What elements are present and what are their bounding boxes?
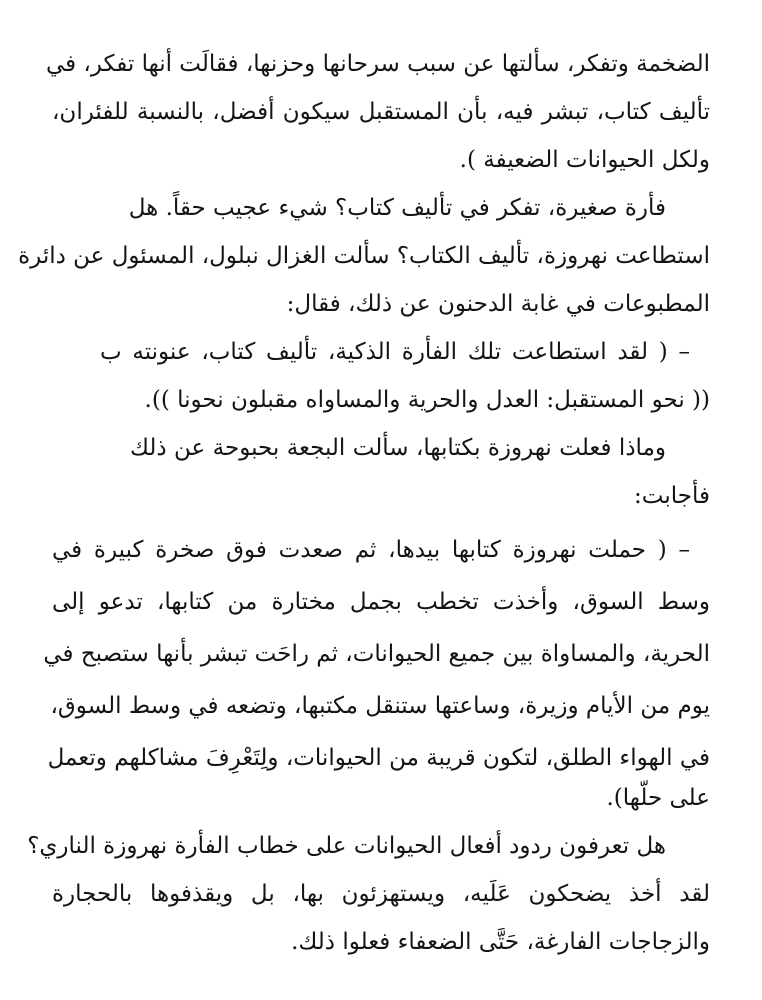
text-line-15: في الهواء الطلق، لتكون قريبة من الحيوانات، ولِتَعْرِفَ مشاكلهم وتعمل <box>47 745 710 771</box>
text-line-18: لقد أخذ يضحكون عَلَيه، ويستهزئون بها، بل ويقذفوها بالحجارة <box>52 881 710 907</box>
text-line-6: المطبوعات في غابة الدحنون عن ذلك، فقال: <box>286 291 710 317</box>
text-line-8: (( نحو المستقبل: العدل والحرية والمساواه مقبلون نحونا )). <box>144 387 710 413</box>
text-line-12: وسط السوق، وأخذت تخطب بجمل مختارة من كتابها، تدعو إلى <box>52 589 710 615</box>
text-line-11: – ( حملت نهروزة كتابها بيدها، ثم صعدت فوق صخرة كبيرة في <box>52 537 690 563</box>
text-line-7: – ( لقد استطاعت تلك الفأرة الذكية، تأليف كتاب، عنونته ب <box>100 339 690 365</box>
text-line-19: والزجاجات الفارغة، حَتَّى الضعفاء فعلوا ذلك. <box>291 929 710 955</box>
text-line-16: على حلّها). <box>606 785 710 811</box>
text-line-5: استطاعت نهروزة، تأليف الكتاب؟ سألت الغزال نبلول، المسئول عن دائرة <box>18 243 710 269</box>
text-line-9: وماذا فعلت نهروزة بكتابها، سألت البجعة بحبوحة عن ذلك <box>130 435 666 461</box>
text-line-13: الحرية، والمساواة بين جميع الحيوانات، ثم راحَت تبشر بأنها ستصبح في <box>43 641 710 667</box>
text-line-14: يوم من الأيام وزيرة، وساعتها ستنقل مكتبها، وتضعه في وسط السوق، <box>50 693 710 719</box>
text-line-17: هل تعرفون ردود أفعال الحيوانات على خطاب الفأرة نهروزة الناري؟ <box>27 833 666 859</box>
text-line-1: الضخمة وتفكر، سألتها عن سبب سرحانها وحزنها، فقالَت أنها تفكر، في <box>45 51 710 77</box>
text-line-4: فأرة صغيرة، تفكر في تأليف كتاب؟ شيء عجيب حقاً. هل <box>128 195 666 221</box>
text-line-3: ولكل الحيوانات الضعيفة ). <box>459 147 710 173</box>
text-line-2: تأليف كتاب، تبشر فيه، بأن المستقبل سيكون أفضل، بالنسبة للفئران، <box>52 99 710 125</box>
text-line-10: فأجابت: <box>634 483 710 509</box>
